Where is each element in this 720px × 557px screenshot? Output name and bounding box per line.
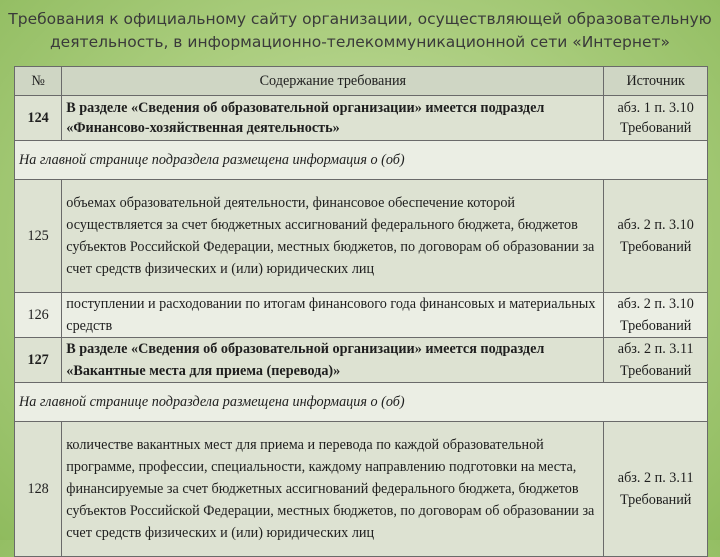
title-line-1: Требования к официальному сайту организации, осуществляющей образовательную: [8, 10, 712, 28]
table-row: [15, 96, 708, 141]
row-source: абз. 2 п. 3.11 Требований: [604, 338, 708, 383]
subheader-text: На главной странице подраздела размещена информация о (об): [15, 141, 708, 180]
table-row: [15, 422, 708, 557]
requirements-table: [14, 66, 708, 557]
row-num: 128: [15, 422, 62, 557]
row-content: объемах образовательной деятельности, финансовое обеспечение которой осуществляется за счет бюджетных ассигнований федерального бюджета, бюджетов субъектов Российской Федерации, местных бюджетов, по договорам об образовании за счет средств физических и (или) юридических лиц: [62, 180, 604, 293]
row-source: абз. 1 п. 3.10 Требований: [604, 96, 708, 141]
row-num: 126: [15, 293, 62, 338]
table-row: [15, 180, 708, 293]
title-line-2: деятельность, в информационно-телекоммуникационной сети «Интернет»: [49, 33, 671, 51]
row-num: 124: [15, 96, 62, 141]
row-content: В разделе «Сведения об образовательной организации» имеется подраздел «Вакантные места для приема (перевода)»: [62, 338, 604, 383]
table-row: [15, 293, 708, 338]
row-source: абз. 2 п. 3.10 Требований: [604, 180, 708, 293]
header-num: №: [15, 67, 62, 96]
table-subheader-row: [15, 383, 708, 422]
row-num: 127: [15, 338, 62, 383]
row-content: В разделе «Сведения об образовательной организации» имеется подраздел «Финансово-хозяйственная деятельность»: [62, 96, 604, 141]
header-content: Содержание требования: [62, 67, 604, 96]
row-source: абз. 2 п. 3.10 Требований: [604, 293, 708, 338]
row-content: поступлении и расходовании по итогам финансового года финансовых и материальных средств: [62, 293, 604, 338]
row-source: абз. 2 п. 3.11 Требований: [604, 422, 708, 557]
row-num: 125: [15, 180, 62, 293]
table-subheader-row: [15, 141, 708, 180]
row-content: количестве вакантных мест для приема и перевода по каждой образовательной программе, профессии, специальности, каждому направлению подготовки на места, финансируемые за счет бюджетных ассигнований федерального бюджета, бюджетов субъектов Российской Федерации, местных бюджетов, по договорам об образовании за счет средств физических и (или) юридических лиц: [62, 422, 604, 557]
header-source: Источник: [604, 67, 708, 96]
table-row: [15, 338, 708, 383]
page-title: [0, 8, 720, 54]
subheader-text: На главной странице подраздела размещена информация о (об): [15, 383, 708, 422]
table-header-row: [15, 67, 708, 96]
